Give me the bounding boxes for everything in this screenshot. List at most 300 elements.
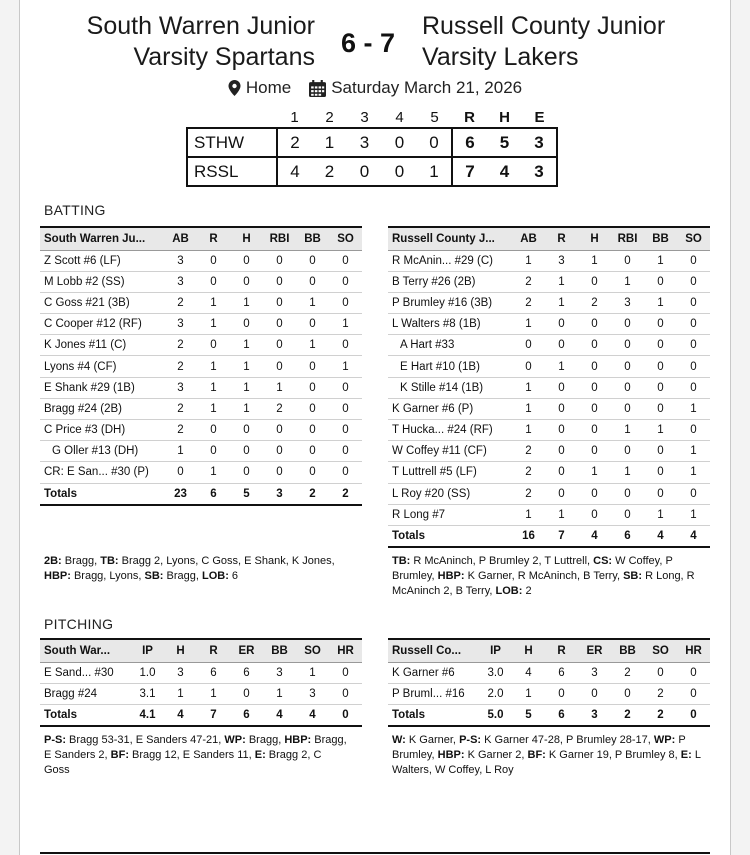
stat-cell: 0 bbox=[329, 335, 362, 356]
player-name: M Lobb #2 (SS) bbox=[40, 271, 164, 292]
inning-score: 0 bbox=[382, 157, 417, 186]
note-text: Bragg, E Sanders 2, bbox=[44, 734, 347, 761]
note-text: K Garner, R McAninch, B Terry, bbox=[464, 570, 624, 582]
stat-cell: 1 bbox=[263, 683, 296, 704]
batting-row bbox=[40, 335, 362, 356]
stat-cell: 2 bbox=[263, 398, 296, 419]
stat-cell: 0 bbox=[263, 292, 296, 313]
batting-notes-home bbox=[44, 554, 344, 584]
stat-cell: 3 bbox=[164, 377, 197, 398]
batting-row bbox=[40, 420, 362, 441]
note-text: R McAninch, P Brumley 2, T Luttrell, bbox=[410, 555, 594, 567]
stat-cell: 0 bbox=[644, 271, 677, 292]
stat-cell: 2 bbox=[512, 483, 545, 504]
stat-cell: 0 bbox=[329, 462, 362, 483]
note-text: R Long, R McAninch 2, B Terry, bbox=[392, 570, 695, 597]
inning-score: 2 bbox=[312, 157, 347, 186]
hits-header: H bbox=[499, 109, 510, 126]
location-pin-icon bbox=[228, 80, 241, 96]
pitching-notes-away bbox=[392, 733, 710, 778]
errors-total: 3 bbox=[522, 128, 557, 157]
note-label: LOB: bbox=[201, 570, 229, 582]
stat-cell: 0 bbox=[329, 250, 362, 271]
totals-cell: 5 bbox=[512, 704, 545, 726]
batting-table-home bbox=[40, 226, 362, 506]
stat-cell: 0 bbox=[611, 483, 644, 504]
note-label: 2B: bbox=[44, 555, 62, 567]
stat-cell: 2 bbox=[512, 271, 545, 292]
stat-column-header: ER bbox=[578, 639, 611, 662]
batting-header-row bbox=[388, 227, 710, 250]
stat-cell: 0 bbox=[644, 662, 677, 683]
totals-cell: 4 bbox=[164, 704, 197, 726]
stat-column-header: AB bbox=[512, 227, 545, 250]
stat-cell: 0 bbox=[611, 504, 644, 525]
stat-cell: 3 bbox=[545, 250, 578, 271]
stat-cell: 2 bbox=[578, 292, 611, 313]
batting-row bbox=[40, 377, 362, 398]
stat-cell: 0 bbox=[329, 662, 362, 683]
inning-header: 4 bbox=[395, 109, 404, 126]
note-text: Bragg, bbox=[61, 555, 101, 567]
batting-table-away bbox=[388, 226, 710, 548]
stat-cell: 0 bbox=[296, 314, 329, 335]
stat-cell: 1 bbox=[545, 292, 578, 313]
stat-cell: 1 bbox=[230, 398, 263, 419]
totals-cell: 16 bbox=[512, 525, 545, 547]
player-name: Lyons #4 (CF) bbox=[40, 356, 164, 377]
note-label: SB: bbox=[144, 570, 164, 582]
stat-cell: 3.1 bbox=[131, 683, 164, 704]
stat-cell: 0 bbox=[329, 377, 362, 398]
game-location: Home bbox=[245, 78, 292, 97]
note-label: E: bbox=[680, 749, 692, 761]
home-team-name: South Warren Junior Varsity Spartans bbox=[86, 12, 315, 71]
stat-cell: 1 bbox=[197, 462, 230, 483]
stat-cell: 3 bbox=[164, 662, 197, 683]
note-text: 6 bbox=[228, 570, 239, 582]
batting-row bbox=[40, 314, 362, 335]
batting-row bbox=[388, 314, 710, 335]
totals-cell: 5 bbox=[230, 483, 263, 505]
note-label: TB: bbox=[392, 555, 411, 567]
stat-cell: 1 bbox=[512, 314, 545, 335]
stat-column-header: R bbox=[197, 639, 230, 662]
stat-cell: 1 bbox=[578, 250, 611, 271]
player-name: Bragg #24 bbox=[40, 683, 131, 704]
note-text: Bragg, bbox=[163, 570, 202, 582]
stat-column-header: BB bbox=[296, 227, 329, 250]
totals-cell: 3 bbox=[263, 483, 296, 505]
batting-row bbox=[388, 462, 710, 483]
player-name: Z Scott #6 (LF) bbox=[40, 250, 164, 271]
stat-cell: 0 bbox=[578, 420, 611, 441]
pitching-totals-row bbox=[40, 704, 362, 726]
inning-score: 0 bbox=[417, 128, 452, 157]
stat-cell: 1 bbox=[677, 504, 710, 525]
stat-cell: 1 bbox=[512, 398, 545, 419]
stat-cell: 0 bbox=[611, 398, 644, 419]
stat-column-header: H bbox=[164, 639, 197, 662]
totals-cell: 23 bbox=[164, 483, 197, 505]
page-margin-left bbox=[0, 0, 20, 855]
totals-cell: 0 bbox=[677, 704, 710, 726]
stat-cell: 1 bbox=[197, 292, 230, 313]
stat-cell: 0 bbox=[197, 271, 230, 292]
stat-cell: 0 bbox=[512, 356, 545, 377]
final-score: 6 - 7 bbox=[340, 28, 396, 58]
stat-cell: 2 bbox=[611, 662, 644, 683]
stat-cell: 1.0 bbox=[131, 662, 164, 683]
note-label: BF: bbox=[527, 749, 546, 761]
team-abbr: STHW bbox=[187, 128, 277, 157]
note-text: Bragg 12, E Sanders 11, bbox=[128, 749, 255, 761]
note-label: P-S: bbox=[459, 734, 482, 746]
totals-cell: 4 bbox=[296, 704, 329, 726]
stat-cell: 1 bbox=[296, 335, 329, 356]
stat-cell: 2 bbox=[164, 335, 197, 356]
stat-cell: 3.0 bbox=[479, 662, 512, 683]
stat-cell: 0 bbox=[677, 250, 710, 271]
stat-cell: 0 bbox=[329, 271, 362, 292]
stat-cell: 0 bbox=[263, 420, 296, 441]
stat-cell: 0 bbox=[545, 335, 578, 356]
stat-cell: 1 bbox=[512, 504, 545, 525]
stat-cell: 1 bbox=[611, 462, 644, 483]
calendar-icon bbox=[309, 80, 326, 97]
stat-cell: 0 bbox=[263, 462, 296, 483]
batting-row bbox=[40, 356, 362, 377]
batting-row bbox=[40, 441, 362, 462]
stat-column-header: R bbox=[545, 639, 578, 662]
pitching-totals-row bbox=[388, 704, 710, 726]
team-column-header: South Warren Ju... bbox=[40, 227, 164, 250]
stat-cell: 0 bbox=[545, 483, 578, 504]
stat-cell: 2 bbox=[164, 292, 197, 313]
stat-cell: 0 bbox=[545, 420, 578, 441]
stat-cell: 0 bbox=[578, 377, 611, 398]
stat-cell: 1 bbox=[197, 314, 230, 335]
stat-cell: 1 bbox=[611, 420, 644, 441]
stat-column-header: BB bbox=[644, 227, 677, 250]
stat-cell: 1 bbox=[644, 250, 677, 271]
team-column-header: Russell County J... bbox=[388, 227, 512, 250]
stat-cell: 0 bbox=[611, 335, 644, 356]
stat-cell: 0 bbox=[677, 314, 710, 335]
stat-cell: 1 bbox=[578, 462, 611, 483]
runs-header: R bbox=[464, 109, 475, 126]
stat-cell: 4 bbox=[512, 662, 545, 683]
stat-cell: 0 bbox=[296, 271, 329, 292]
stat-cell: 0 bbox=[644, 377, 677, 398]
stat-cell: 2 bbox=[164, 356, 197, 377]
stat-cell: 0 bbox=[644, 398, 677, 419]
totals-cell: 4 bbox=[677, 525, 710, 547]
stat-cell: 0 bbox=[677, 420, 710, 441]
stat-cell: 0 bbox=[578, 314, 611, 335]
stat-column-header: R bbox=[545, 227, 578, 250]
stat-cell: 0 bbox=[263, 271, 296, 292]
stat-cell: 0 bbox=[197, 441, 230, 462]
stat-cell: 3 bbox=[263, 662, 296, 683]
stat-cell: 6 bbox=[545, 662, 578, 683]
runs-total: 6 bbox=[452, 128, 487, 157]
stat-cell: 0 bbox=[644, 462, 677, 483]
note-text: K Garner 19, P Brumley 8, bbox=[545, 749, 681, 761]
batting-row bbox=[388, 271, 710, 292]
errors-header: E bbox=[534, 109, 545, 126]
stat-column-header: SO bbox=[296, 639, 329, 662]
note-label: HBP: bbox=[44, 570, 71, 582]
note-label: HBP: bbox=[437, 570, 465, 582]
stat-column-header: HR bbox=[329, 639, 362, 662]
stat-cell: 0 bbox=[644, 314, 677, 335]
pitching-header-row bbox=[388, 639, 710, 662]
stat-cell: 0 bbox=[263, 441, 296, 462]
stat-cell: 0 bbox=[578, 271, 611, 292]
inning-header: 2 bbox=[325, 109, 334, 126]
pitching-section-title: PITCHING bbox=[44, 616, 114, 632]
stat-cell: 0 bbox=[296, 398, 329, 419]
pitching-row bbox=[388, 662, 710, 683]
totals-cell: 5.0 bbox=[479, 704, 512, 726]
note-text: K Garner 47-28, P Brumley 28-17, bbox=[481, 734, 654, 746]
pitching-table-away bbox=[388, 638, 710, 727]
stat-cell: 1 bbox=[677, 398, 710, 419]
stat-column-header: BB bbox=[263, 639, 296, 662]
note-label: W: bbox=[392, 734, 406, 746]
pitching-row bbox=[40, 683, 362, 704]
player-name: K Garner #6 (P) bbox=[388, 398, 512, 419]
inning-header: 5 bbox=[430, 109, 439, 126]
player-name: K Stille #14 (1B) bbox=[388, 377, 512, 398]
stat-column-header: HR bbox=[677, 639, 710, 662]
inning-header: 3 bbox=[360, 109, 369, 126]
stat-column-header: BB bbox=[611, 639, 644, 662]
linescore-table bbox=[186, 108, 558, 187]
totals-label: Totals bbox=[40, 483, 164, 505]
stat-cell: 1 bbox=[296, 662, 329, 683]
note-label: BF: bbox=[110, 749, 129, 761]
note-text: K Garner 2, bbox=[464, 749, 528, 761]
note-label: LOB: bbox=[495, 585, 523, 597]
totals-cell: 4 bbox=[578, 525, 611, 547]
inning-header: 1 bbox=[290, 109, 299, 126]
stat-cell: 0 bbox=[611, 356, 644, 377]
stat-column-header: SO bbox=[329, 227, 362, 250]
note-text: L Walters, W Coffey, L Roy bbox=[392, 749, 701, 776]
stat-column-header: H bbox=[578, 227, 611, 250]
totals-cell: 2 bbox=[611, 704, 644, 726]
stat-cell: 0 bbox=[545, 314, 578, 335]
stat-cell: 0 bbox=[677, 335, 710, 356]
totals-cell: 7 bbox=[197, 704, 230, 726]
totals-cell: 4.1 bbox=[131, 704, 164, 726]
player-name: G Oller #13 (DH) bbox=[40, 441, 164, 462]
player-name: E Sand... #30 bbox=[40, 662, 131, 683]
page-divider bbox=[40, 852, 710, 854]
note-text: Bragg 53-31, E Sanders 47-21, bbox=[66, 734, 225, 746]
note-label: TB: bbox=[100, 555, 119, 567]
note-text: Bragg 2, Lyons, C Goss, E Shank, K Jones, bbox=[118, 555, 335, 567]
stat-cell: 1 bbox=[197, 398, 230, 419]
stat-cell: 2 bbox=[512, 292, 545, 313]
pitching-row bbox=[40, 662, 362, 683]
batting-totals-row bbox=[388, 525, 710, 547]
inning-score: 1 bbox=[312, 128, 347, 157]
stat-cell: 0 bbox=[197, 250, 230, 271]
batting-totals-row bbox=[40, 483, 362, 505]
stat-cell: 0 bbox=[677, 377, 710, 398]
stat-cell: 0 bbox=[329, 292, 362, 313]
note-text: Bragg, Lyons, bbox=[70, 570, 145, 582]
stat-cell: 2 bbox=[164, 398, 197, 419]
batting-section-title: BATTING bbox=[44, 202, 106, 218]
away-team-name: Russell County Junior Varsity Lakers bbox=[422, 12, 666, 71]
stat-cell: 0 bbox=[296, 356, 329, 377]
stat-column-header: RBI bbox=[263, 227, 296, 250]
batting-row bbox=[388, 483, 710, 504]
totals-label: Totals bbox=[40, 704, 131, 726]
team-abbr: RSSL bbox=[187, 157, 277, 186]
batting-row bbox=[388, 441, 710, 462]
stat-cell: 2 bbox=[164, 420, 197, 441]
totals-cell: 4 bbox=[263, 704, 296, 726]
stat-column-header: R bbox=[197, 227, 230, 250]
stat-cell: 0 bbox=[230, 462, 263, 483]
player-name: Bragg #24 (2B) bbox=[40, 398, 164, 419]
stat-cell: 1 bbox=[677, 441, 710, 462]
player-name: A Hart #33 bbox=[388, 335, 512, 356]
player-name: K Garner #6 bbox=[388, 662, 479, 683]
stat-cell: 0 bbox=[578, 335, 611, 356]
batting-row bbox=[388, 377, 710, 398]
batting-row bbox=[388, 420, 710, 441]
stat-cell: 1 bbox=[545, 504, 578, 525]
stat-cell: 1 bbox=[230, 356, 263, 377]
stat-cell: 0 bbox=[545, 398, 578, 419]
totals-cell: 6 bbox=[230, 704, 263, 726]
stat-cell: 0 bbox=[578, 398, 611, 419]
batting-row bbox=[40, 271, 362, 292]
stat-cell: 0 bbox=[677, 662, 710, 683]
stat-column-header: SO bbox=[677, 227, 710, 250]
stat-cell: 0 bbox=[296, 441, 329, 462]
inning-score: 0 bbox=[347, 157, 382, 186]
note-label: E: bbox=[254, 749, 266, 761]
stat-cell: 0 bbox=[677, 271, 710, 292]
totals-cell: 2 bbox=[296, 483, 329, 505]
stat-cell: 0 bbox=[644, 441, 677, 462]
stat-cell: 0 bbox=[578, 483, 611, 504]
stat-column-header: H bbox=[230, 227, 263, 250]
player-name: W Coffey #11 (CF) bbox=[388, 441, 512, 462]
batting-row bbox=[388, 250, 710, 271]
inning-score: 2 bbox=[277, 128, 312, 157]
stat-cell: 0 bbox=[545, 462, 578, 483]
stat-cell: 0 bbox=[230, 314, 263, 335]
stat-cell: 1 bbox=[329, 314, 362, 335]
game-date: Saturday March 21, 2026 bbox=[331, 78, 523, 97]
stat-cell: 3 bbox=[164, 271, 197, 292]
stat-cell: 0 bbox=[578, 683, 611, 704]
totals-cell: 6 bbox=[197, 483, 230, 505]
stat-cell: 1 bbox=[164, 683, 197, 704]
note-label: CS: bbox=[593, 555, 613, 567]
stat-cell: 0 bbox=[329, 441, 362, 462]
stat-cell: 0 bbox=[164, 462, 197, 483]
stat-cell: 0 bbox=[230, 420, 263, 441]
stat-cell: 0 bbox=[677, 292, 710, 313]
stat-column-header: IP bbox=[131, 639, 164, 662]
stat-cell: 3 bbox=[164, 250, 197, 271]
stat-cell: 0 bbox=[197, 420, 230, 441]
stat-cell: 1 bbox=[677, 462, 710, 483]
totals-cell: 4 bbox=[644, 525, 677, 547]
note-text: Bragg, bbox=[245, 734, 285, 746]
player-name: B Terry #26 (2B) bbox=[388, 271, 512, 292]
stat-cell: 1 bbox=[545, 356, 578, 377]
batting-row bbox=[40, 398, 362, 419]
batting-row bbox=[40, 250, 362, 271]
pitching-notes-home bbox=[44, 733, 349, 778]
stat-cell: 0 bbox=[296, 250, 329, 271]
stat-cell: 1 bbox=[197, 356, 230, 377]
note-label: HBP: bbox=[437, 749, 465, 761]
note-label: P-S: bbox=[44, 734, 66, 746]
stat-cell: 0 bbox=[578, 441, 611, 462]
stat-cell: 1 bbox=[329, 356, 362, 377]
stat-cell: 0 bbox=[611, 314, 644, 335]
stat-cell: 2 bbox=[644, 683, 677, 704]
hits-total: 5 bbox=[487, 128, 522, 157]
stat-cell: 0 bbox=[578, 356, 611, 377]
player-name: C Goss #21 (3B) bbox=[40, 292, 164, 313]
player-name: R Long #7 bbox=[388, 504, 512, 525]
stat-cell: 1 bbox=[296, 292, 329, 313]
batting-row bbox=[40, 462, 362, 483]
stat-cell: 1 bbox=[644, 504, 677, 525]
player-name: C Cooper #12 (RF) bbox=[40, 314, 164, 335]
player-name: E Shank #29 (1B) bbox=[40, 377, 164, 398]
linescore-row bbox=[187, 157, 557, 186]
player-name: K Jones #11 (C) bbox=[40, 335, 164, 356]
stat-cell: 1 bbox=[512, 683, 545, 704]
stat-cell: 0 bbox=[197, 335, 230, 356]
player-name: L Walters #8 (1B) bbox=[388, 314, 512, 335]
player-name: P Brumley #16 (3B) bbox=[388, 292, 512, 313]
stat-cell: 0 bbox=[329, 420, 362, 441]
stat-cell: 0 bbox=[611, 441, 644, 462]
stat-cell: 1 bbox=[230, 292, 263, 313]
stat-cell: 0 bbox=[230, 250, 263, 271]
inning-score: 3 bbox=[347, 128, 382, 157]
stat-cell: 0 bbox=[644, 335, 677, 356]
stat-cell: 1 bbox=[611, 271, 644, 292]
stat-cell: 0 bbox=[677, 356, 710, 377]
hits-total: 4 bbox=[487, 157, 522, 186]
stat-cell: 1 bbox=[197, 377, 230, 398]
pitching-table-home bbox=[40, 638, 362, 727]
stat-cell: 3 bbox=[164, 314, 197, 335]
runs-total: 7 bbox=[452, 157, 487, 186]
stat-cell: 1 bbox=[644, 292, 677, 313]
batting-notes-away bbox=[392, 554, 710, 599]
stat-cell: 0 bbox=[578, 504, 611, 525]
player-name: CR: E San... #30 (P) bbox=[40, 462, 164, 483]
stat-cell: 1 bbox=[512, 250, 545, 271]
stat-cell: 3 bbox=[578, 662, 611, 683]
